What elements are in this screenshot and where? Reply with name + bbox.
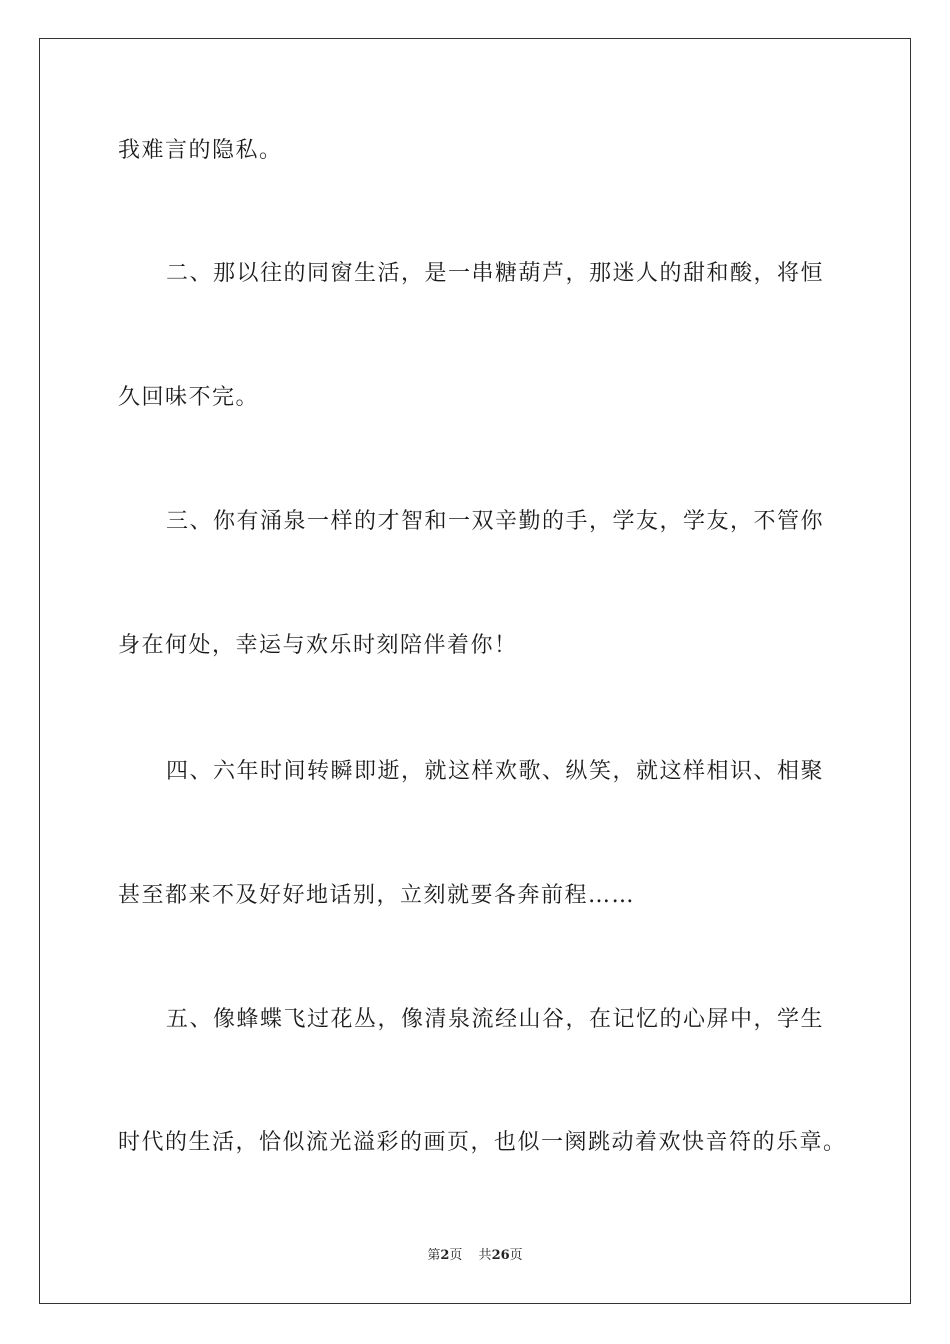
total-pages-number: 26 <box>491 1248 510 1263</box>
text-line: 我难言的隐私。 <box>118 138 283 163</box>
page-border <box>39 38 911 1304</box>
text-line: 五、像蜂蝶飞过花丛，像清泉流经山谷，在记忆的心屏中，学生 <box>166 1007 825 1032</box>
text-line: 久回味不完。 <box>118 385 260 410</box>
text-line: 身在何处，幸运与欢乐时刻陪伴着你！ <box>118 633 518 658</box>
text-line: 三、你有涌泉一样的才智和一双辛勤的手，学友，学友，不管你 <box>166 509 825 534</box>
page-footer <box>0 1247 950 1265</box>
text-line: 时代的生活，恰似流光溢彩的画页，也似一阕跳动着欢快音符的乐章。 <box>118 1130 847 1155</box>
text-line: 四、六年时间转瞬即逝，就这样欢歌、纵笑，就这样相识、相聚 <box>166 759 825 784</box>
current-page-number: 2 <box>440 1248 450 1263</box>
text-line: 二、那以往的同窗生活，是一串糖葫芦，那迷人的甜和酸，将恒 <box>166 261 825 286</box>
text-line: 甚至都来不及好好地话别，立刻就要各奔前程…… <box>118 883 636 908</box>
total-pages-indicator: 共26页 <box>478 1248 523 1263</box>
page-indicator: 第2页 <box>427 1248 463 1263</box>
